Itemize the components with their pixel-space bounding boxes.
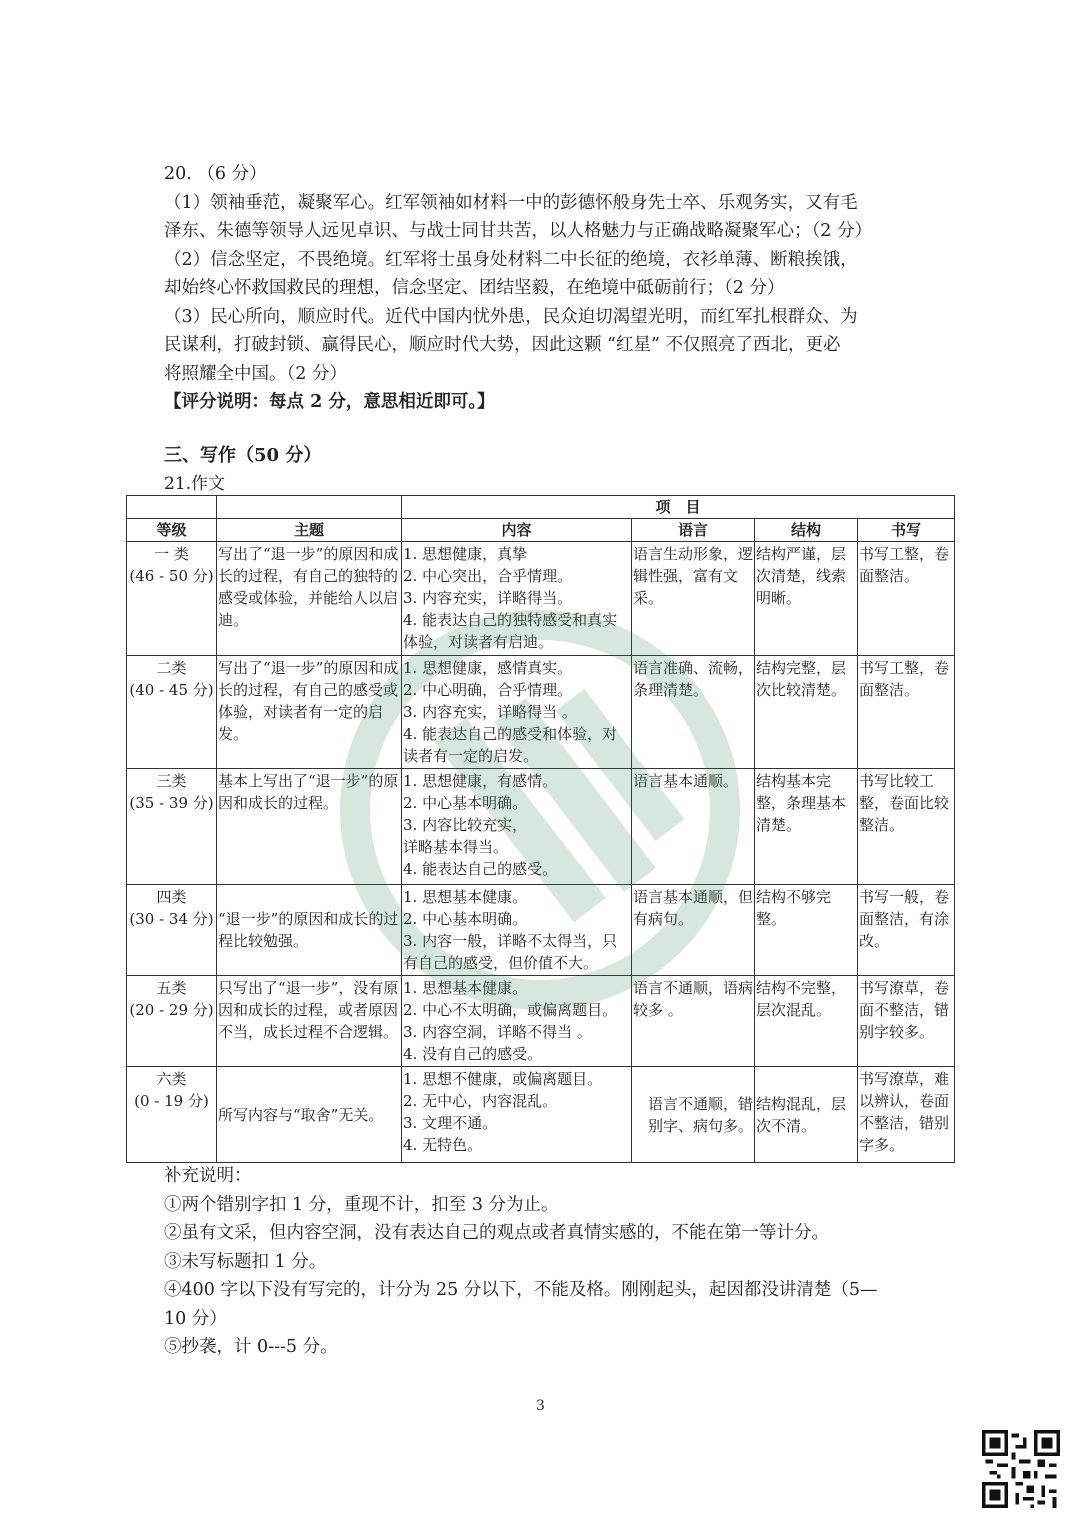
content-item: 3. 内容比较充实， — [403, 816, 528, 834]
theme-header: 主题 — [217, 519, 402, 542]
note-4-line-a: ④400 字以下没有写完的，计分为 25 分以下，不能及格。刚刚起头，起因都没讲清楚（5— — [164, 1280, 878, 1300]
table-row — [127, 1067, 955, 1163]
empty-header-cell — [127, 496, 217, 519]
grade-name: 三类 — [156, 772, 187, 790]
content-item: 4. 没有自己的感受。 — [403, 1045, 543, 1063]
note-5: ⑤抄袭，计 0---5 分。 — [164, 1337, 338, 1357]
grade-cell — [127, 976, 217, 1067]
grade-range: (35 - 39 分) — [129, 794, 214, 812]
content-item: 2. 中心不太明确，或偏离题目。 — [403, 1001, 618, 1019]
question-20-header: 20. （6 分） — [164, 164, 267, 184]
content-item: 2. 中心突出，合乎情理。 — [403, 567, 573, 585]
note-2: ②虽有文采，但内容空洞，没有表达自己的观点或者真情实感的，不能在第一等计分。 — [164, 1223, 829, 1243]
grade-cell — [127, 885, 217, 976]
writing-cell: 书写一般，卷面整洁，有涂改。 — [858, 885, 955, 976]
writing-cell: 书写工整，卷面整洁。 — [858, 656, 955, 769]
grade-name: 一 类 — [154, 545, 189, 563]
content-item: 1. 思想健康，有感情。 — [403, 772, 558, 790]
structure-cell: 结构严谨，层次清楚，线索明晰。 — [755, 542, 858, 656]
language-cell: 语言不通顺，语病较多 。 — [632, 976, 755, 1067]
structure-cell: 结构基本完整，条理基本清楚。 — [755, 769, 858, 885]
empty-header-cell — [217, 496, 402, 519]
grade-name: 四类 — [156, 888, 187, 906]
content-item: 1. 思想基本健康。 — [403, 979, 528, 997]
grade-name: 六类 — [156, 1070, 187, 1088]
structure-cell: 结构完整，层次比较清楚。 — [755, 656, 858, 769]
grade-cell — [127, 769, 217, 885]
note-3: ③未写标题扣 1 分。 — [164, 1251, 327, 1272]
grade-cell — [127, 656, 217, 769]
content-item: 3. 内容空洞，详略不得当 。 — [403, 1023, 592, 1041]
content-cell — [402, 769, 632, 885]
qr-code-icon — [982, 1430, 1060, 1508]
language-cell: 语言不通顺，错别字、病句多。 — [632, 1067, 755, 1163]
grade-range: (46 - 50 分) — [129, 567, 214, 585]
content-item: 4. 能表达自己的感受和体验，对读者有一定的启发。 — [403, 725, 618, 765]
grade-name: 二类 — [156, 659, 187, 677]
point-3-line-b: 民谋利，打破封锁、赢得民心，顺应时代大势，因此这颗 “红星” 不仅照亮了西北，更必 — [164, 335, 841, 355]
content-cell — [402, 656, 632, 769]
content-item: 1. 思想基本健康。 — [403, 888, 528, 906]
writing-cell: 书写潦草，难以辨认，卷面不整洁，错别字多。 — [858, 1067, 955, 1163]
content-item: 2. 中心明确，合乎情理。 — [403, 681, 573, 699]
content-item: 3. 内容充实，详略得当。 — [403, 589, 573, 607]
content-item: 详略基本得当。 — [403, 838, 509, 856]
grade-range: (30 - 34 分) — [129, 910, 214, 928]
content-item: 3. 内容一般，详略不太得当，只有自己的感受，但价值不大。 — [403, 932, 618, 972]
grade-header: 等级 — [127, 519, 217, 542]
content-item: 1. 思想不健康，或偏离题目。 — [403, 1070, 603, 1088]
content-item: 4. 能表达自己的独特感受和真实体验，对读者有启迪。 — [403, 611, 618, 651]
table-header-row-top — [127, 496, 955, 519]
theme-cell: 写出了“退一步”的原因和成长的过程，有自己的独特的感受或体验，并能给人以启迪。 — [217, 542, 402, 656]
theme-cell: 只写出了“退一步”，没有原因和成长的过程，或者原因不当，成长过程不合逻辑。 — [217, 976, 402, 1067]
structure-cell: 结构混乱，层次不清。 — [755, 1067, 858, 1163]
section-3-title: 三、写作（50 分） — [164, 445, 322, 466]
question-21-title: 21.作文 — [164, 474, 226, 494]
grade-range: (40 - 45 分) — [129, 681, 214, 699]
language-cell: 语言基本通顺。 — [632, 769, 755, 885]
content-item: 3. 文理不通。 — [403, 1114, 498, 1132]
writing-header: 书写 — [858, 519, 955, 542]
point-1-line-b: 泽东、朱德等领导人远见卓识、与战士同甘共苦，以人格魅力与正确战略凝聚军心；（2 分） — [164, 221, 872, 241]
point-2-line-a: （2）信念坚定，不畏绝境。红军将士虽身处材料二中长征的绝境，衣衫单薄、断粮挨饿， — [164, 249, 858, 270]
table-header-row — [127, 519, 955, 542]
writing-cell: 书写潦草，卷面不整洁，错别字较多。 — [858, 976, 955, 1067]
grade-name: 五类 — [156, 979, 187, 997]
note-1: ①两个错别字扣 1 分，重现不计，扣至 3 分为止。 — [164, 1194, 559, 1215]
content-item: 4. 无特色。 — [403, 1136, 483, 1154]
note-4-line-b: 10 分） — [164, 1308, 227, 1329]
content-item: 1. 思想健康，真挚 — [403, 545, 528, 563]
content-item: 2. 无中心，内容混乱。 — [403, 1092, 558, 1110]
content-cell — [402, 542, 632, 656]
theme-cell: “退一步”的原因和成长的过程比较勉强。 — [217, 885, 402, 976]
supplementary-notes — [164, 1162, 924, 1362]
table-row — [127, 769, 955, 885]
theme-cell: 所写内容与“取舍”无关。 — [217, 1067, 402, 1163]
structure-cell: 结构不够完整。 — [755, 885, 858, 976]
table-row — [127, 976, 955, 1067]
writing-cell: 书写工整，卷面整洁。 — [858, 542, 955, 656]
grading-rubric-table — [126, 495, 955, 1163]
page-number: 3 — [536, 1398, 545, 1414]
content-cell — [402, 885, 632, 976]
point-1-line-a: （1）领袖垂范，凝聚军心。红军领袖如材料一中的彭德怀般身先士卒、乐观务实，又有毛 — [164, 192, 858, 213]
point-3-line-c: 将照耀全中国。（2 分） — [164, 363, 347, 384]
theme-cell: 基本上写出了“退一步”的原因和成长的过程。 — [217, 769, 402, 885]
content-item: 3. 内容充实，详略得当 。 — [403, 703, 577, 721]
content-cell — [402, 976, 632, 1067]
point-2-line-b: 却始终心怀救国救民的理想，信念坚定、团结坚毅，在绝境中砥砺前行；（2 分） — [164, 278, 785, 298]
language-header: 语言 — [632, 519, 755, 542]
language-cell: 语言生动形象，逻辑性强，富有文采。 — [632, 542, 755, 656]
project-header: 项 目 — [402, 496, 955, 519]
language-cell: 语言准确、流畅，条理清楚。 — [632, 656, 755, 769]
table-row — [127, 656, 955, 769]
table-row — [127, 542, 955, 656]
content-cell — [402, 1067, 632, 1163]
notes-title: 补充说明： — [164, 1166, 252, 1186]
point-3-line-a: （3）民心所向，顺应时代。近代中国内忧外患，民众迫切渴望光明，而红军扎根群众、为 — [164, 306, 858, 327]
grade-range: (0 - 19 分) — [134, 1092, 209, 1110]
writing-cell: 书写比较工整，卷面比较整洁。 — [858, 769, 955, 885]
language-cell: 语言基本通顺，但有病句。 — [632, 885, 755, 976]
grade-range: (20 - 29 分) — [129, 1001, 214, 1019]
table-row — [127, 885, 955, 976]
content-item: 2. 中心基本明确。 — [403, 910, 528, 928]
content-item: 4. 能表达自己的感受。 — [403, 860, 558, 878]
content-item: 1. 思想健康，感情真实。 — [403, 659, 573, 677]
grade-cell — [127, 1067, 217, 1163]
structure-header: 结构 — [755, 519, 858, 542]
content-header: 内容 — [402, 519, 632, 542]
scoring-note: 【评分说明：每点 2 分，意思相近即可。】 — [164, 392, 495, 412]
theme-cell: 写出了“退一步”的原因和成长的过程，有自己的感受或体验，对读者有一定的启发。 — [217, 656, 402, 769]
structure-cell: 结构不完整，层次混乱。 — [755, 976, 858, 1067]
question-20-answer — [164, 160, 924, 417]
content-item: 2. 中心基本明确。 — [403, 794, 528, 812]
grade-cell — [127, 542, 217, 656]
